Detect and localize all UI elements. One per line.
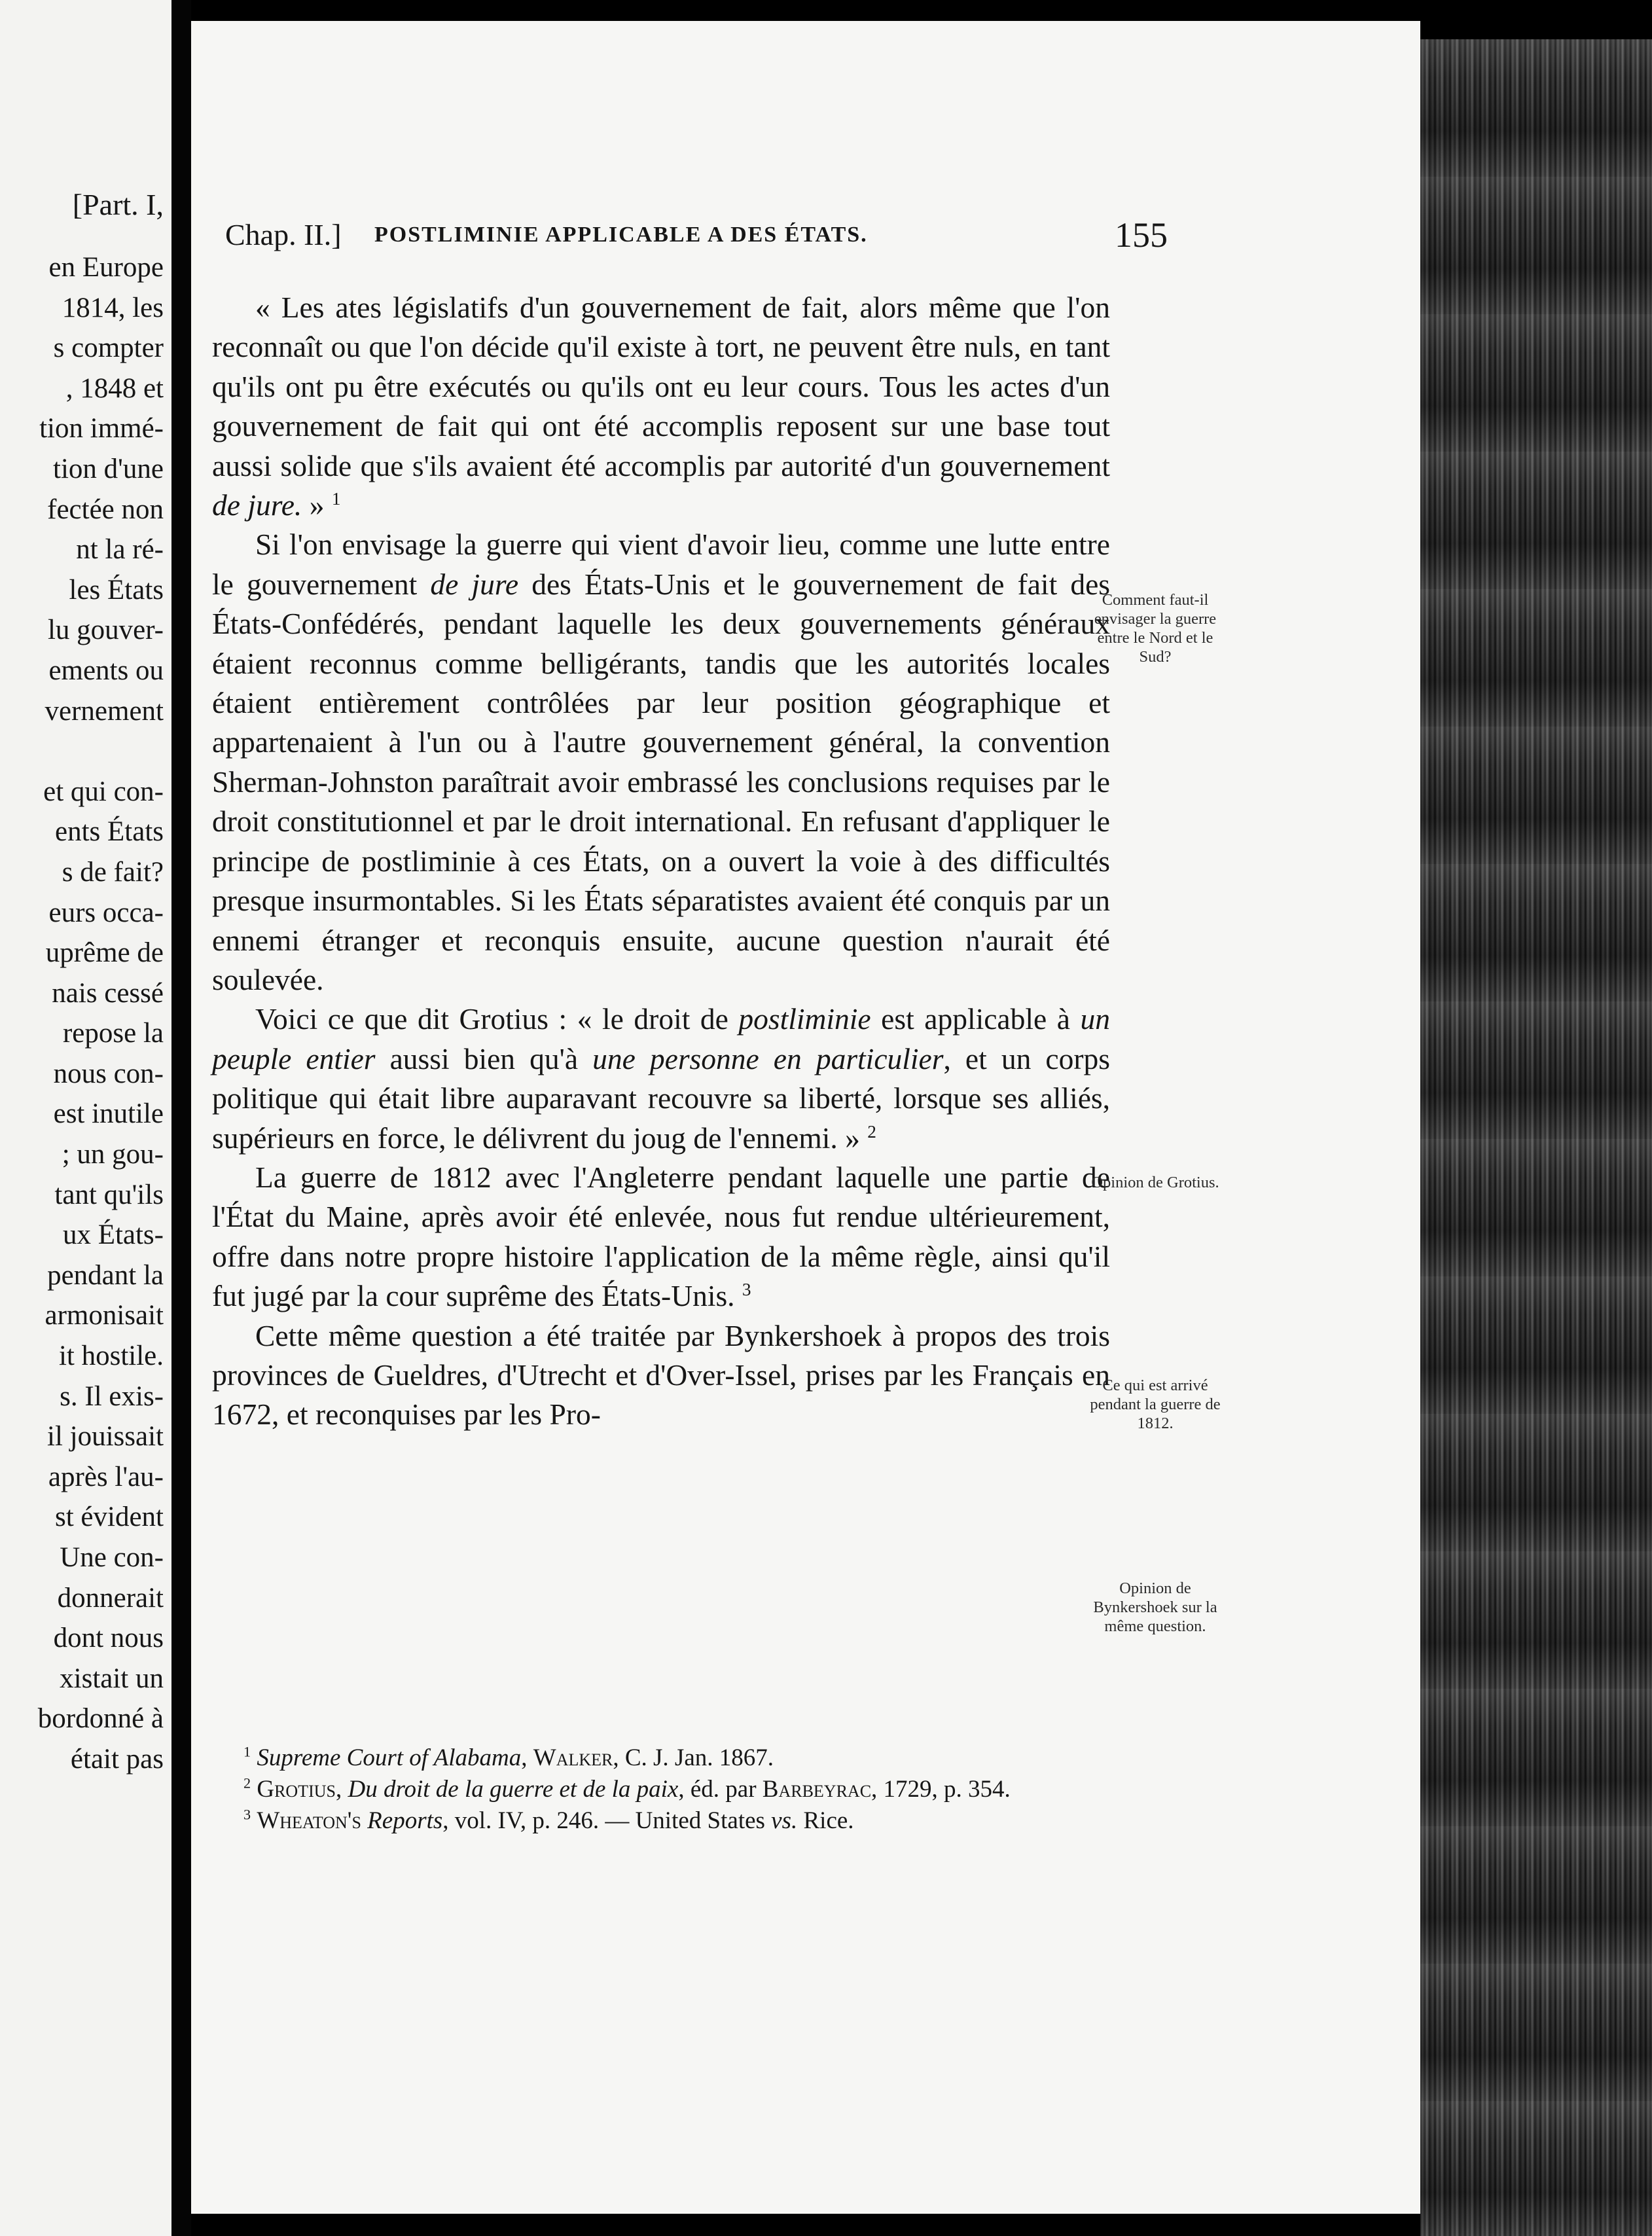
right-page <box>191 21 1420 2214</box>
margin-note-grotius: Opinion de Grotius. <box>1091 1174 1219 1191</box>
left-line: fectée non <box>47 494 164 525</box>
left-line: 1814, les <box>62 292 164 323</box>
paragraph-bynkershoek: Cette même question a été traitée par Bynkershoek à propos des trois provinces de Gueldres, d'Utrecht et d'Over-Issel, prises par les Français en 1672, et reconquises par les Pro- <box>212 1318 1110 1432</box>
left-line: ements ou <box>48 655 164 686</box>
main-text <box>212 288 1110 1435</box>
left-line: dont nous <box>53 1623 164 1654</box>
paragraph-grotius: Voici ce que dit Grotius : « le droit de postliminie est applicable à un peuple entier aussi bien qu'à une personne en particulier, et un corps politique qui était libre auparavant recouvre sa liberté, lorsque ses alliés, supérieurs en force, le délivrent du joug de l'ennemi. » $^2$ <box>212 1002 1110 1155</box>
left-line: est inutile <box>53 1098 164 1130</box>
paragraph-war-1812: La guerre de 1812 avec l'Angleterre pendant laquelle une partie de l'État du Maine, après avoir été enlevée, nous fut rendue ultérieurement, offre dans notre propre histoire l'application de la même règle, ainsi qu'il fut jugé par la cour suprême des États-Unis. $^3$ <box>212 1160 1110 1313</box>
left-line: il jouissait <box>47 1421 164 1452</box>
footnote-ref: 3 <box>742 1280 751 1299</box>
left-line: , 1848 et <box>65 372 164 404</box>
left-line: xistait un <box>60 1663 164 1694</box>
left-line: tion d'une <box>53 453 164 484</box>
left-line: s de fait? <box>62 856 164 888</box>
footnotes <box>212 1742 1089 1837</box>
left-line: en Europe <box>48 252 164 283</box>
book-edge-shading <box>1420 39 1652 2236</box>
running-header <box>225 217 1168 270</box>
margin-note-bynkershoek: Opinion de Bynkershoek sur la même question. <box>1093 1579 1217 1635</box>
left-page-header: [Part. I, <box>72 188 164 221</box>
left-line: s compter <box>53 333 164 364</box>
book-gutter <box>171 0 191 2236</box>
left-line: lu gouver- <box>47 615 164 646</box>
left-page-fragment <box>0 0 171 2236</box>
footnote-ref: 2 <box>867 1121 876 1142</box>
left-line: nt la ré- <box>76 534 164 566</box>
left-line: et qui con- <box>43 776 164 807</box>
left-line: ; un gou- <box>62 1139 164 1170</box>
footnote-3: $^3$ Wheaton's Reports, vol. IV, p. 246. — United States vs. Rice. <box>243 1806 854 1834</box>
left-line: vernement <box>45 695 164 727</box>
left-line: était pas <box>70 1743 164 1775</box>
left-line: nous con- <box>53 1058 164 1089</box>
margin-note-nord-sud: Comment faut-il envisager la guerre entre le Nord et le Sud? <box>1094 591 1217 666</box>
left-line: Une con- <box>60 1542 164 1573</box>
left-line: bordonné à <box>37 1703 164 1735</box>
left-line: après l'au- <box>48 1461 164 1492</box>
left-line: it hostile. <box>58 1341 164 1372</box>
left-line: les États <box>69 574 164 605</box>
paragraph-quote-de-facto: « Les ates législatifs d'un gouvernement de fait, alors même que l'on reconnaît ou que l'on décide qu'il existe à tort, ne peuvent être nuls, en tant qu'ils ont pu être exécutés ou qu'ils ont eu leur cours. Tous les actes d'un gouvernement de fait qui ont été accomplis reposent sur une base tout aussi solide que s'ils avaient été accomplis par autorité d'un gouvernement de jure. » $^1$ <box>212 291 1111 522</box>
left-line-blank <box>38 731 164 772</box>
footnote-2: $^2$ Grotius, Du droit de la guerre et de la paix, éd. par Barbeyrac, 1729, p. 354. <box>243 1775 1011 1803</box>
page-number: 155 <box>1115 215 1168 255</box>
footnote-1: $^1$ Supreme Court of Alabama, Walker, C. J. Jan. 1867. <box>243 1743 774 1771</box>
left-line: tant qu'ils <box>54 1179 164 1210</box>
left-line: repose la <box>62 1018 164 1049</box>
left-line: eurs occa- <box>48 897 164 928</box>
left-line: ux États- <box>62 1219 164 1251</box>
left-line: pendant la <box>47 1259 164 1291</box>
paragraph-civil-war: Si l'on envisage la guerre qui vient d'avoir lieu, comme une lutte entre le gouvernement de jure des États-Unis et le gouvernement de fait des États-Confédérés, pendant laquelle les deux gouvernements généraux étaient reconnus comme belligérants, tandis que les autorités locales étaient entièrement contrôlées par leur position géographique et appartenaient à l'un ou à l'autre gouvernement général, la convention Sherman-Johnston paraîtrait avoir embrassé les conclusions requises par le droit constitutionnel et par le droit international. En refusant d'appliquer le principe de postliminie à ces États, on a ouvert la voie à des difficultés presque insurmontables. Si les États séparatistes avaient été conquis par un ennemi étranger et reconquis ensuite, aucune question n'aurait été soulevée. <box>212 528 1110 996</box>
left-line: armonisait <box>45 1300 164 1331</box>
margin-note-1812: Ce qui est arrivé pendant la guerre de 1812. <box>1090 1377 1221 1432</box>
left-line: ents États <box>55 816 164 848</box>
left-page-lines <box>38 247 164 1780</box>
left-line: s. Il exis- <box>60 1380 164 1412</box>
chapter-label: Chap. II.] <box>225 218 342 251</box>
footnote-ref: 1 <box>331 488 341 509</box>
left-line: nais cessé <box>52 977 164 1009</box>
running-title: POSTLIMINIE APPLICABLE A DES ÉTATS. <box>374 223 868 247</box>
left-line: donnerait <box>57 1582 164 1614</box>
left-line: tion immé- <box>39 413 164 444</box>
left-line: st évident <box>55 1502 164 1533</box>
left-line: uprême de <box>45 937 164 969</box>
